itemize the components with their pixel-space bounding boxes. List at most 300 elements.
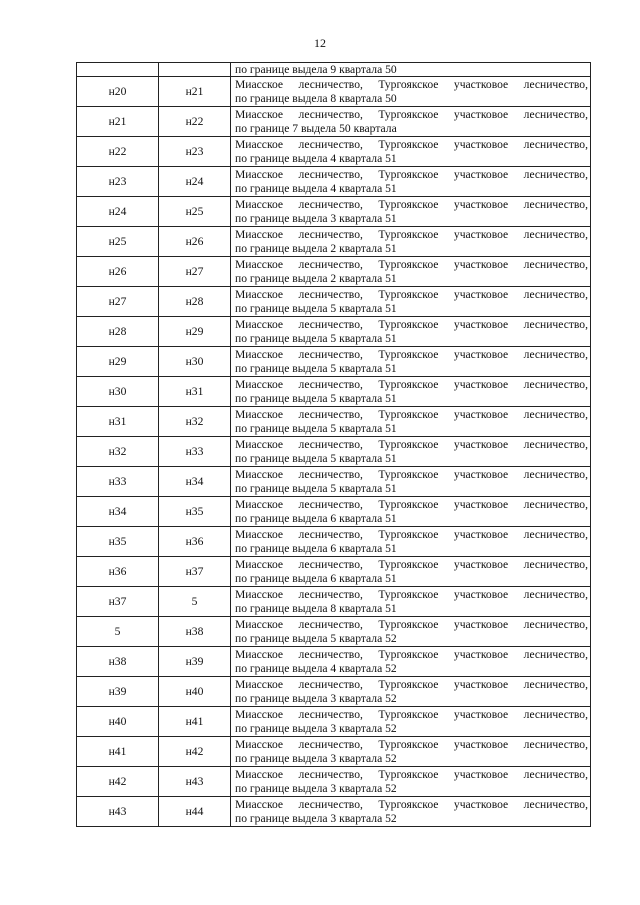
description-cell (231, 557, 591, 587)
description-line-1 (235, 798, 588, 812)
description-word: лесничество, (523, 317, 588, 331)
description-word: Миасское (235, 557, 284, 571)
description-word: лесничество, (523, 617, 588, 631)
description-word: участковое (453, 647, 509, 661)
description-line-2: по границе выдела 4 квартала 52 (235, 661, 397, 675)
table-row (77, 347, 591, 377)
description-word: Миасское (235, 77, 284, 91)
description-word: участковое (453, 377, 509, 391)
boundary-table (76, 62, 591, 827)
description-line-1-words (235, 318, 588, 332)
description-word: лесничество, (523, 167, 588, 181)
point-to-cell: н42 (159, 737, 231, 767)
description-cell (231, 587, 591, 617)
description-word: лесничество, (298, 557, 363, 571)
point-from-cell: н25 (77, 227, 159, 257)
description-word: Миасское (235, 137, 284, 151)
description-word: Тургоякское (378, 587, 439, 601)
description-line-2: по границе выдела 3 квартала 52 (235, 751, 397, 765)
description-word: участковое (453, 227, 509, 241)
description-cell (231, 63, 591, 77)
description-word: лесничество, (298, 467, 363, 481)
description-line-1 (235, 78, 588, 92)
description-word: участковое (453, 677, 509, 691)
description-line-1 (235, 138, 588, 152)
table-row (77, 137, 591, 167)
point-to-cell: н40 (159, 677, 231, 707)
description-line-1-words (235, 738, 588, 752)
description-line-1 (235, 438, 588, 452)
description-line-1 (235, 288, 588, 302)
description-cell (231, 407, 591, 437)
table-row (77, 107, 591, 137)
description-word: Тургоякское (378, 317, 439, 331)
point-from-cell: н43 (77, 797, 159, 827)
description-cell (231, 737, 591, 767)
point-to-cell: н31 (159, 377, 231, 407)
description-line-1 (235, 258, 588, 272)
description-cell (231, 137, 591, 167)
description-word: лесничество, (298, 707, 363, 721)
description-word: Тургоякское (378, 617, 439, 631)
point-from-cell: н30 (77, 377, 159, 407)
description-line-1-words (235, 678, 588, 692)
description-word: Миасское (235, 737, 284, 751)
description-line-1-words (235, 228, 588, 242)
description-word: лесничество, (523, 77, 588, 91)
description-word: Тургоякское (378, 707, 439, 721)
point-to-cell (159, 63, 231, 77)
description-line-1 (235, 618, 588, 632)
description-word: лесничество, (523, 737, 588, 751)
description-line-1-words (235, 468, 588, 482)
description-word: участковое (453, 77, 509, 91)
description-word: участковое (453, 167, 509, 181)
description-word: лесничество, (523, 707, 588, 721)
description-word: участковое (453, 737, 509, 751)
description-cell (231, 377, 591, 407)
description-word: Тургоякское (378, 347, 439, 361)
description-word: лесничество, (298, 617, 363, 631)
table-row (77, 197, 591, 227)
point-to-cell: н26 (159, 227, 231, 257)
description-word: Миасское (235, 497, 284, 511)
description-line-2: по границе выдела 2 квартала 51 (235, 241, 397, 255)
table-row-continuation (77, 63, 591, 77)
description-text: по границе выдела 9 квартала 50 (235, 62, 397, 76)
description-line-1-words (235, 708, 588, 722)
description-cell (231, 767, 591, 797)
description-word: лесничество, (298, 767, 363, 781)
description-word: Тургоякское (378, 197, 439, 211)
point-to-cell: н39 (159, 647, 231, 677)
description-word: лесничество, (298, 317, 363, 331)
description-word: Миасское (235, 197, 284, 211)
description-line-2: по границе выдела 3 квартала 52 (235, 691, 397, 705)
point-from-cell: н33 (77, 467, 159, 497)
description-word: участковое (453, 797, 509, 811)
table-row (77, 797, 591, 827)
description-cell (231, 707, 591, 737)
point-from-cell: н37 (77, 587, 159, 617)
description-word: Тургоякское (378, 527, 439, 541)
description-word: участковое (453, 497, 509, 511)
description-line-1 (235, 168, 588, 182)
description-line-2: по границе выдела 6 квартала 51 (235, 511, 397, 525)
description-line-1-words (235, 768, 588, 782)
description-line-1 (235, 708, 588, 722)
description-word: Тургоякское (378, 797, 439, 811)
description-line-1-words (235, 558, 588, 572)
description-line-1-words (235, 108, 588, 122)
point-from-cell (77, 63, 159, 77)
description-line-1 (235, 558, 588, 572)
description-word: Тургоякское (378, 767, 439, 781)
boundary-table-body (77, 63, 591, 827)
description-word: лесничество, (523, 467, 588, 481)
table-row (77, 287, 591, 317)
description-cell (231, 197, 591, 227)
description-word: участковое (453, 767, 509, 781)
description-word: Тургоякское (378, 377, 439, 391)
description-word: Миасское (235, 167, 284, 181)
description-word: участковое (453, 437, 509, 451)
description-line-1-words (235, 138, 588, 152)
description-word: лесничество, (523, 257, 588, 271)
description-word: Тургоякское (378, 287, 439, 301)
description-line-1 (235, 648, 588, 662)
point-from-cell: н24 (77, 197, 159, 227)
description-line-1-words (235, 378, 588, 392)
point-to-cell: н23 (159, 137, 231, 167)
description-word: Тургоякское (378, 227, 439, 241)
description-line-2: по границе выдела 5 квартала 51 (235, 421, 397, 435)
description-line-1 (235, 318, 588, 332)
description-line-1 (235, 108, 588, 122)
description-line-1-words (235, 348, 588, 362)
page-number: 12 (314, 36, 326, 50)
description-line-1-words (235, 588, 588, 602)
description-word: Тургоякское (378, 737, 439, 751)
description-word: участковое (453, 107, 509, 121)
point-to-cell: н28 (159, 287, 231, 317)
description-word: лесничество, (298, 527, 363, 541)
description-line-1-words (235, 198, 588, 212)
description-word: лесничество, (298, 227, 363, 241)
point-to-cell: н44 (159, 797, 231, 827)
description-line-1 (235, 738, 588, 752)
description-line-1 (235, 408, 588, 422)
description-line-2: по границе выдела 3 квартала 52 (235, 811, 397, 825)
description-word: Миасское (235, 257, 284, 271)
description-word: участковое (453, 707, 509, 721)
description-word: лесничество, (298, 107, 363, 121)
description-word: Тургоякское (378, 257, 439, 271)
table-row (77, 647, 591, 677)
table-row (77, 377, 591, 407)
description-line-1-words (235, 168, 588, 182)
table-row (77, 707, 591, 737)
point-from-cell: н26 (77, 257, 159, 287)
description-line-1 (235, 768, 588, 782)
description-word: участковое (453, 317, 509, 331)
description-word: участковое (453, 137, 509, 151)
table-row (77, 617, 591, 647)
description-word: лесничество, (523, 767, 588, 781)
description-word: лесничество, (298, 497, 363, 511)
description-word: Тургоякское (378, 407, 439, 421)
description-word: Тургоякское (378, 107, 439, 121)
description-word: лесничество, (298, 647, 363, 661)
description-word: лесничество, (298, 197, 363, 211)
point-to-cell: н38 (159, 617, 231, 647)
description-line-1-words (235, 258, 588, 272)
point-to-cell: н22 (159, 107, 231, 137)
description-word: лесничество, (298, 407, 363, 421)
point-from-cell: н35 (77, 527, 159, 557)
description-line-2: по границе выдела 5 квартала 51 (235, 391, 397, 405)
description-word: Тургоякское (378, 77, 439, 91)
description-line-1 (235, 198, 588, 212)
description-cell (231, 647, 591, 677)
description-line-1 (235, 378, 588, 392)
point-from-cell: н42 (77, 767, 159, 797)
description-word: Миасское (235, 287, 284, 301)
description-line-2: по границе выдела 8 квартала 50 (235, 91, 397, 105)
point-from-cell: н20 (77, 77, 159, 107)
description-line-1 (235, 468, 588, 482)
description-line-2: по границе выдела 5 квартала 51 (235, 451, 397, 465)
description-word: участковое (453, 257, 509, 271)
table-row (77, 437, 591, 467)
description-cell (231, 287, 591, 317)
description-word: Миасское (235, 347, 284, 361)
description-word: лесничество, (523, 227, 588, 241)
description-line-2: по границе выдела 5 квартала 51 (235, 481, 397, 495)
description-word: лесничество, (523, 497, 588, 511)
description-word: участковое (453, 527, 509, 541)
description-word: лесничество, (298, 257, 363, 271)
description-cell (231, 467, 591, 497)
description-line-1-words (235, 648, 588, 662)
description-word: Миасское (235, 407, 284, 421)
point-from-cell: н40 (77, 707, 159, 737)
description-word: участковое (453, 617, 509, 631)
point-from-cell: н21 (77, 107, 159, 137)
description-line-1 (235, 678, 588, 692)
description-word: участковое (453, 587, 509, 601)
table-row (77, 467, 591, 497)
description-line-2: по границе выдела 3 квартала 52 (235, 721, 397, 735)
point-from-cell: н39 (77, 677, 159, 707)
point-to-cell: н36 (159, 527, 231, 557)
description-word: лесничество, (523, 677, 588, 691)
description-line-1-words (235, 438, 588, 452)
table-row (77, 497, 591, 527)
description-cell (231, 317, 591, 347)
description-line-1-words (235, 408, 588, 422)
point-from-cell: н41 (77, 737, 159, 767)
description-line-1 (235, 348, 588, 362)
description-line-2: по границе выдела 5 квартала 51 (235, 361, 397, 375)
table-row (77, 167, 591, 197)
description-word: лесничество, (298, 437, 363, 451)
description-word: Тургоякское (378, 497, 439, 511)
description-cell (231, 527, 591, 557)
point-from-cell: н38 (77, 647, 159, 677)
description-line-2: по границе выдела 4 квартала 51 (235, 151, 397, 165)
description-line-2: по границе выдела 4 квартала 51 (235, 181, 397, 195)
description-word: лесничество, (523, 107, 588, 121)
description-line-2: по границе выдела 6 квартала 51 (235, 571, 397, 585)
description-line-2: по границе выдела 3 квартала 52 (235, 781, 397, 795)
description-word: участковое (453, 347, 509, 361)
point-to-cell: н29 (159, 317, 231, 347)
table-row (77, 737, 591, 767)
description-word: Тургоякское (378, 437, 439, 451)
description-word: участковое (453, 407, 509, 421)
description-word: лесничество, (298, 347, 363, 361)
description-line-1-words (235, 288, 588, 302)
point-to-cell: н21 (159, 77, 231, 107)
description-word: Миасское (235, 377, 284, 391)
description-word: Тургоякское (378, 557, 439, 571)
description-line-1-words (235, 78, 588, 92)
table-row (77, 527, 591, 557)
table-row (77, 677, 591, 707)
point-from-cell: н36 (77, 557, 159, 587)
description-word: Миасское (235, 227, 284, 241)
description-word: лесничество, (298, 677, 363, 691)
description-word: Миасское (235, 707, 284, 721)
description-word: лесничество, (298, 587, 363, 601)
description-line-1 (235, 228, 588, 242)
description-line-1-words (235, 528, 588, 542)
table-row (77, 257, 591, 287)
point-to-cell: н33 (159, 437, 231, 467)
description-line-2: по границе выдела 5 квартала 51 (235, 301, 397, 315)
description-cell (231, 227, 591, 257)
description-line-2: по границе 7 выдела 50 квартала (235, 121, 397, 135)
description-word: лесничество, (298, 287, 363, 301)
description-word: Миасское (235, 617, 284, 631)
description-word: Тургоякское (378, 647, 439, 661)
description-line-2: по границе выдела 3 квартала 51 (235, 211, 397, 225)
point-from-cell: н34 (77, 497, 159, 527)
description-word: Тургоякское (378, 677, 439, 691)
description-line-1-words (235, 498, 588, 512)
description-line-2: по границе выдела 2 квартала 51 (235, 271, 397, 285)
description-word: Миасское (235, 317, 284, 331)
point-from-cell: н23 (77, 167, 159, 197)
description-word: лесничество, (298, 797, 363, 811)
description-word: Миасское (235, 107, 284, 121)
description-cell (231, 257, 591, 287)
table-row (77, 77, 591, 107)
point-to-cell: н30 (159, 347, 231, 377)
description-word: Миасское (235, 437, 284, 451)
description-word: лесничество, (523, 557, 588, 571)
description-cell (231, 77, 591, 107)
description-word: лесничество, (523, 797, 588, 811)
point-to-cell: н25 (159, 197, 231, 227)
description-word: лесничество, (523, 347, 588, 361)
description-line-1 (235, 528, 588, 542)
description-line-2: по границе выдела 5 квартала 52 (235, 631, 397, 645)
point-from-cell: н27 (77, 287, 159, 317)
description-word: Тургоякское (378, 137, 439, 151)
description-line-2: по границе выдела 5 квартала 51 (235, 331, 397, 345)
point-from-cell: н29 (77, 347, 159, 377)
description-word: Миасское (235, 647, 284, 661)
description-word: Тургоякское (378, 167, 439, 181)
description-word: лесничество, (298, 737, 363, 751)
point-to-cell: н43 (159, 767, 231, 797)
table-row (77, 557, 591, 587)
description-word: Миасское (235, 467, 284, 481)
description-word: лесничество, (523, 287, 588, 301)
point-to-cell: н34 (159, 467, 231, 497)
description-word: лесничество, (298, 137, 363, 151)
description-cell (231, 107, 591, 137)
table-row (77, 317, 591, 347)
description-word: лесничество, (298, 167, 363, 181)
description-word: лесничество, (523, 527, 588, 541)
point-from-cell: н28 (77, 317, 159, 347)
description-line-2: по границе выдела 6 квартала 51 (235, 541, 397, 555)
description-line-1-words (235, 618, 588, 632)
description-word: Миасское (235, 677, 284, 691)
point-from-cell: 5 (77, 617, 159, 647)
description-word: Миасское (235, 797, 284, 811)
description-word: лесничество, (523, 377, 588, 391)
description-line-1-words (235, 798, 588, 812)
description-word: лесничество, (523, 587, 588, 601)
point-to-cell: н37 (159, 557, 231, 587)
point-to-cell: н32 (159, 407, 231, 437)
table-row (77, 227, 591, 257)
description-word: Миасское (235, 527, 284, 541)
point-to-cell: н35 (159, 497, 231, 527)
description-word: Миасское (235, 587, 284, 601)
description-line-2: по границе выдела 8 квартала 51 (235, 601, 397, 615)
description-cell (231, 167, 591, 197)
description-cell (231, 497, 591, 527)
point-from-cell: н31 (77, 407, 159, 437)
description-word: участковое (453, 197, 509, 211)
description-line-1 (235, 498, 588, 512)
table-row (77, 587, 591, 617)
description-word: лесничество, (523, 137, 588, 151)
description-word: Миасское (235, 767, 284, 781)
description-word: лесничество, (523, 197, 588, 211)
description-word: участковое (453, 287, 509, 301)
description-word: участковое (453, 557, 509, 571)
description-cell (231, 437, 591, 467)
description-word: Тургоякское (378, 467, 439, 481)
description-word: лесничество, (523, 437, 588, 451)
point-to-cell: 5 (159, 587, 231, 617)
point-to-cell: н27 (159, 257, 231, 287)
point-from-cell: н32 (77, 437, 159, 467)
table-row (77, 767, 591, 797)
description-word: лесничество, (298, 77, 363, 91)
point-from-cell: н22 (77, 137, 159, 167)
description-cell (231, 677, 591, 707)
description-cell (231, 347, 591, 377)
description-cell (231, 617, 591, 647)
point-to-cell: н24 (159, 167, 231, 197)
